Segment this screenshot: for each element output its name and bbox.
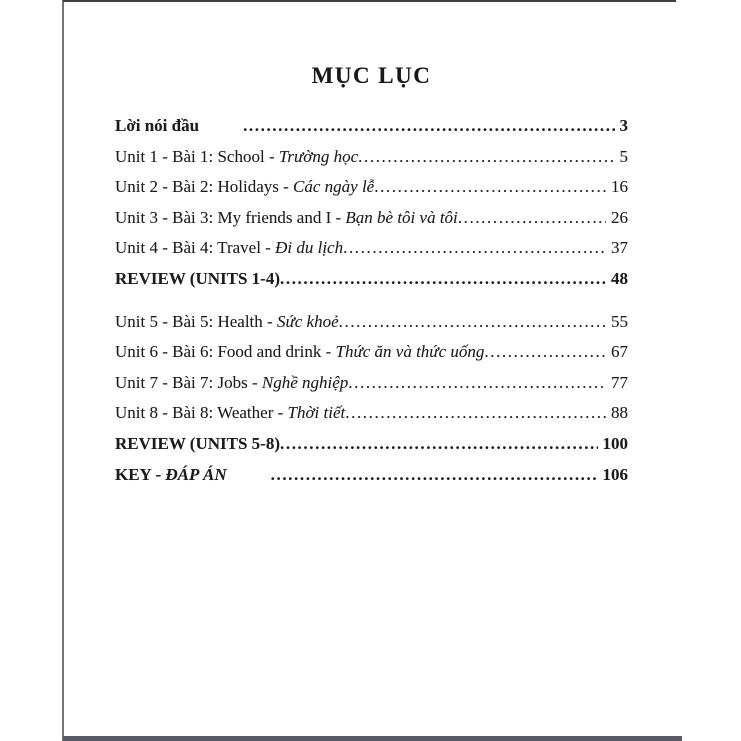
- toc-entry-label: [115, 177, 374, 197]
- label-text: KEY -: [115, 464, 166, 484]
- toc-page-number: 5: [619, 146, 628, 166]
- label-text: Unit 5 - Bài 5: Health -: [115, 311, 277, 331]
- label-italic: Các ngày lễ: [293, 177, 375, 197]
- toc-entry-label: [115, 147, 358, 167]
- page-top-edge: [63, 0, 676, 2]
- toc-page-number: 88: [611, 403, 628, 423]
- toc-row: [115, 269, 628, 300]
- page-title: MỤC LỤC: [311, 63, 432, 88]
- toc-row: [115, 373, 628, 404]
- toc-entry-label: [115, 208, 458, 228]
- toc-row: [115, 208, 628, 239]
- toc-entry-label: [115, 312, 339, 332]
- toc-row: [115, 238, 628, 269]
- toc-list: [115, 116, 628, 495]
- page-bottom-edge: [63, 736, 682, 741]
- toc-dot-leader: [343, 238, 606, 258]
- toc-page-number: 26: [611, 207, 628, 227]
- toc-dot-leader: [374, 177, 606, 197]
- toc-page-number: 37: [611, 238, 628, 258]
- toc-entry-label: [115, 342, 484, 362]
- toc-dot-leader: [339, 312, 606, 332]
- toc-entry-label: [115, 373, 348, 393]
- toc-page-number: 77: [611, 372, 628, 392]
- toc-page-number: 16: [611, 177, 628, 197]
- toc-dot-leader: [199, 116, 614, 136]
- toc-row: [115, 312, 628, 343]
- label-italic: Nghề nghiệp: [261, 372, 349, 392]
- toc-entry-label: [115, 269, 280, 289]
- toc-dot-leader: [484, 342, 606, 362]
- toc-row: [115, 342, 628, 373]
- toc-entry-label: [115, 116, 199, 136]
- page-left-edge: [62, 0, 64, 741]
- label-text: REVIEW (UNITS 1-4): [115, 268, 280, 288]
- toc-dot-leader: [348, 373, 606, 393]
- label-italic: Đi du lịch: [275, 238, 344, 258]
- label-italic: Thời tiết: [287, 403, 346, 423]
- toc-row: [115, 465, 628, 496]
- toc-dot-leader: [358, 147, 614, 167]
- label-text: Unit 7 - Bài 7: Jobs -: [115, 372, 262, 392]
- label-text: Unit 3 - Bài 3: My friends and I -: [115, 207, 346, 227]
- toc-entry-label: [115, 434, 280, 454]
- label-text: Lời nói đầu: [115, 116, 200, 135]
- label-italic: Thức ăn và thức uống: [335, 342, 485, 362]
- label-italic: ĐÁP ÁN: [165, 464, 227, 484]
- toc-dot-leader: [280, 434, 598, 454]
- label-italic: Bạn bè tôi và tôi: [345, 207, 458, 227]
- label-text: Unit 4 - Bài 4: Travel -: [115, 238, 276, 258]
- toc-row: [115, 403, 628, 434]
- label-italic: Trường học: [278, 146, 359, 166]
- toc-page-number: 106: [602, 464, 628, 484]
- toc-page-number: 100: [602, 433, 628, 453]
- toc-dot-leader: [458, 208, 606, 228]
- label-text: Unit 6 - Bài 6: Food and drink -: [115, 342, 336, 362]
- toc-row: [115, 147, 628, 178]
- toc-row: [115, 434, 628, 465]
- toc-dot-leader: [280, 269, 606, 289]
- toc-row: [115, 177, 628, 208]
- label-text: REVIEW (UNITS 5-8): [115, 433, 280, 453]
- label-text: Unit 8 - Bài 8: Weather -: [115, 403, 288, 423]
- toc-page-number: 48: [611, 268, 628, 288]
- toc-dot-leader: [345, 403, 606, 423]
- label-italic: Sức khoẻ: [276, 311, 339, 331]
- toc-row: [115, 116, 628, 147]
- toc-page-number: 55: [611, 311, 628, 331]
- toc-entry-label: [115, 238, 343, 258]
- label-text: Unit 2 - Bài 2: Holidays -: [115, 177, 294, 197]
- toc-dot-leader: [227, 465, 598, 485]
- label-text: Unit 1 - Bài 1: School -: [115, 146, 279, 166]
- toc-page-number: 67: [611, 342, 628, 362]
- toc-page-number: 3: [619, 116, 628, 135]
- toc-entry-label: [115, 465, 227, 485]
- toc-content: [115, 62, 628, 495]
- toc-entry-label: [115, 403, 345, 423]
